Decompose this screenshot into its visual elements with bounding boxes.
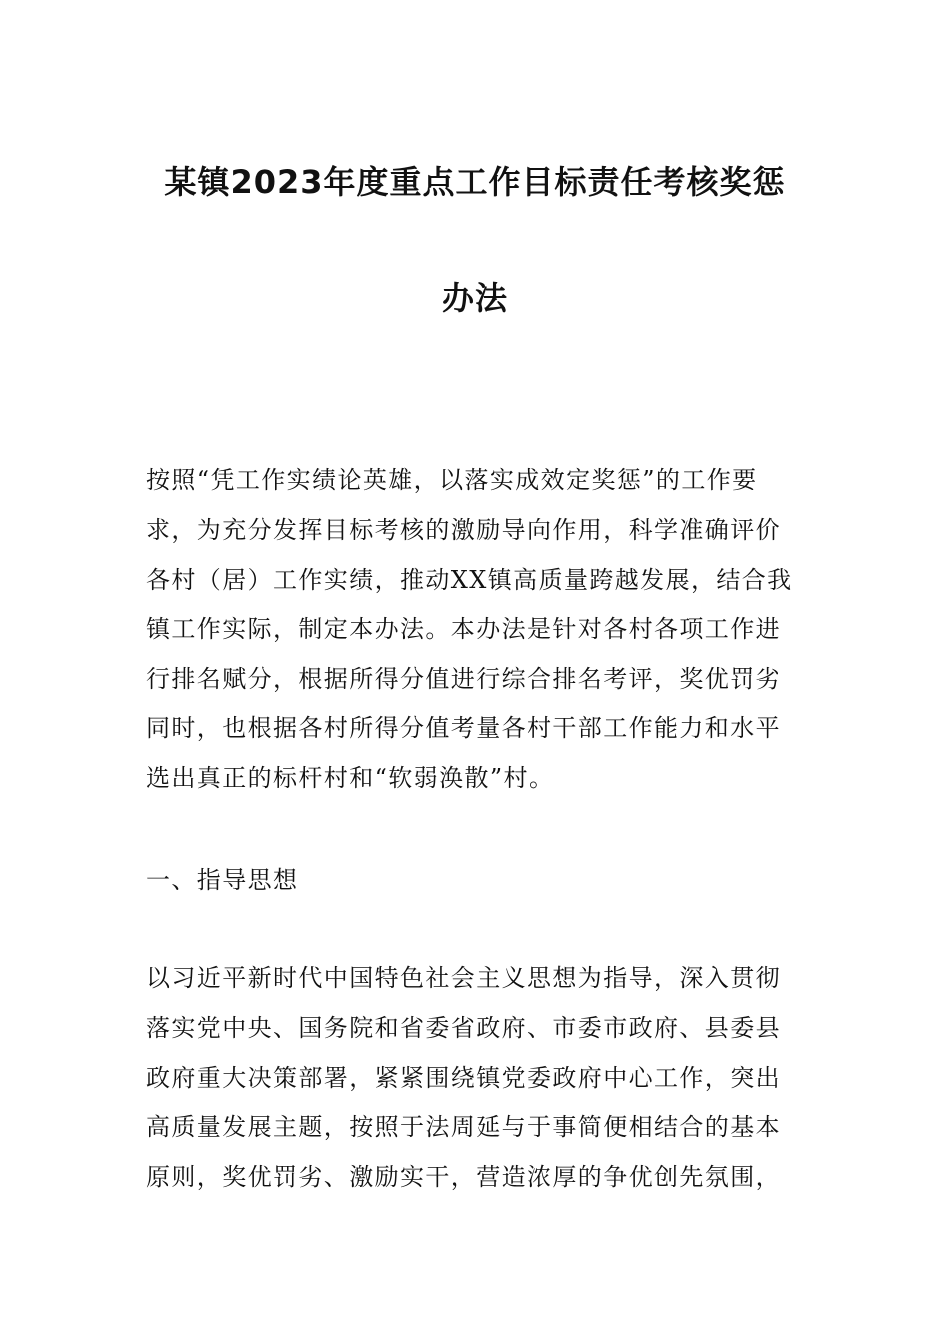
- text-line: 原则，奖优罚劣、激励实干，营造浓厚的争优创先氛围，: [146, 1163, 781, 1191]
- text-line: 以习近平新时代中国特色社会主义思想为指导，深入贯彻: [146, 964, 781, 992]
- text-line: 镇工作实际，制定本办法。本办法是针对各村各项工作进: [146, 615, 781, 643]
- text-line: 政府重大决策部署，紧紧围绕镇党委政府中心工作，突出: [146, 1064, 781, 1092]
- text-line: 行排名赋分，根据所得分值进行综合排名考评，奖优罚劣: [146, 665, 781, 693]
- text-line: 落实党中央、国务院和省委省政府、市委市政府、县委县: [146, 1014, 781, 1042]
- document-title-line2: 办法: [441, 279, 508, 317]
- document-title-line1: 某镇2023年度重点工作目标责任考核奖惩: [164, 163, 786, 201]
- text-line: 各村（居）工作实绩，推动XX镇高质量跨越发展，结合我: [146, 566, 793, 594]
- text-line: 求，为充分发挥目标考核的激励导向作用，科学准确评价: [146, 516, 781, 544]
- text-line: 选出真正的标杆村和“软弱涣散”村。: [146, 764, 555, 792]
- text-line: 高质量发展主题，按照于法周延与于事简便相结合的基本: [146, 1113, 781, 1141]
- text-line: 同时，也根据各村所得分值考量各村干部工作能力和水平: [146, 714, 781, 742]
- text-line: 按照“凭工作实绩论英雄，以落实成效定奖惩”的工作要: [146, 466, 758, 494]
- section-heading: 一、指导思想: [146, 866, 299, 894]
